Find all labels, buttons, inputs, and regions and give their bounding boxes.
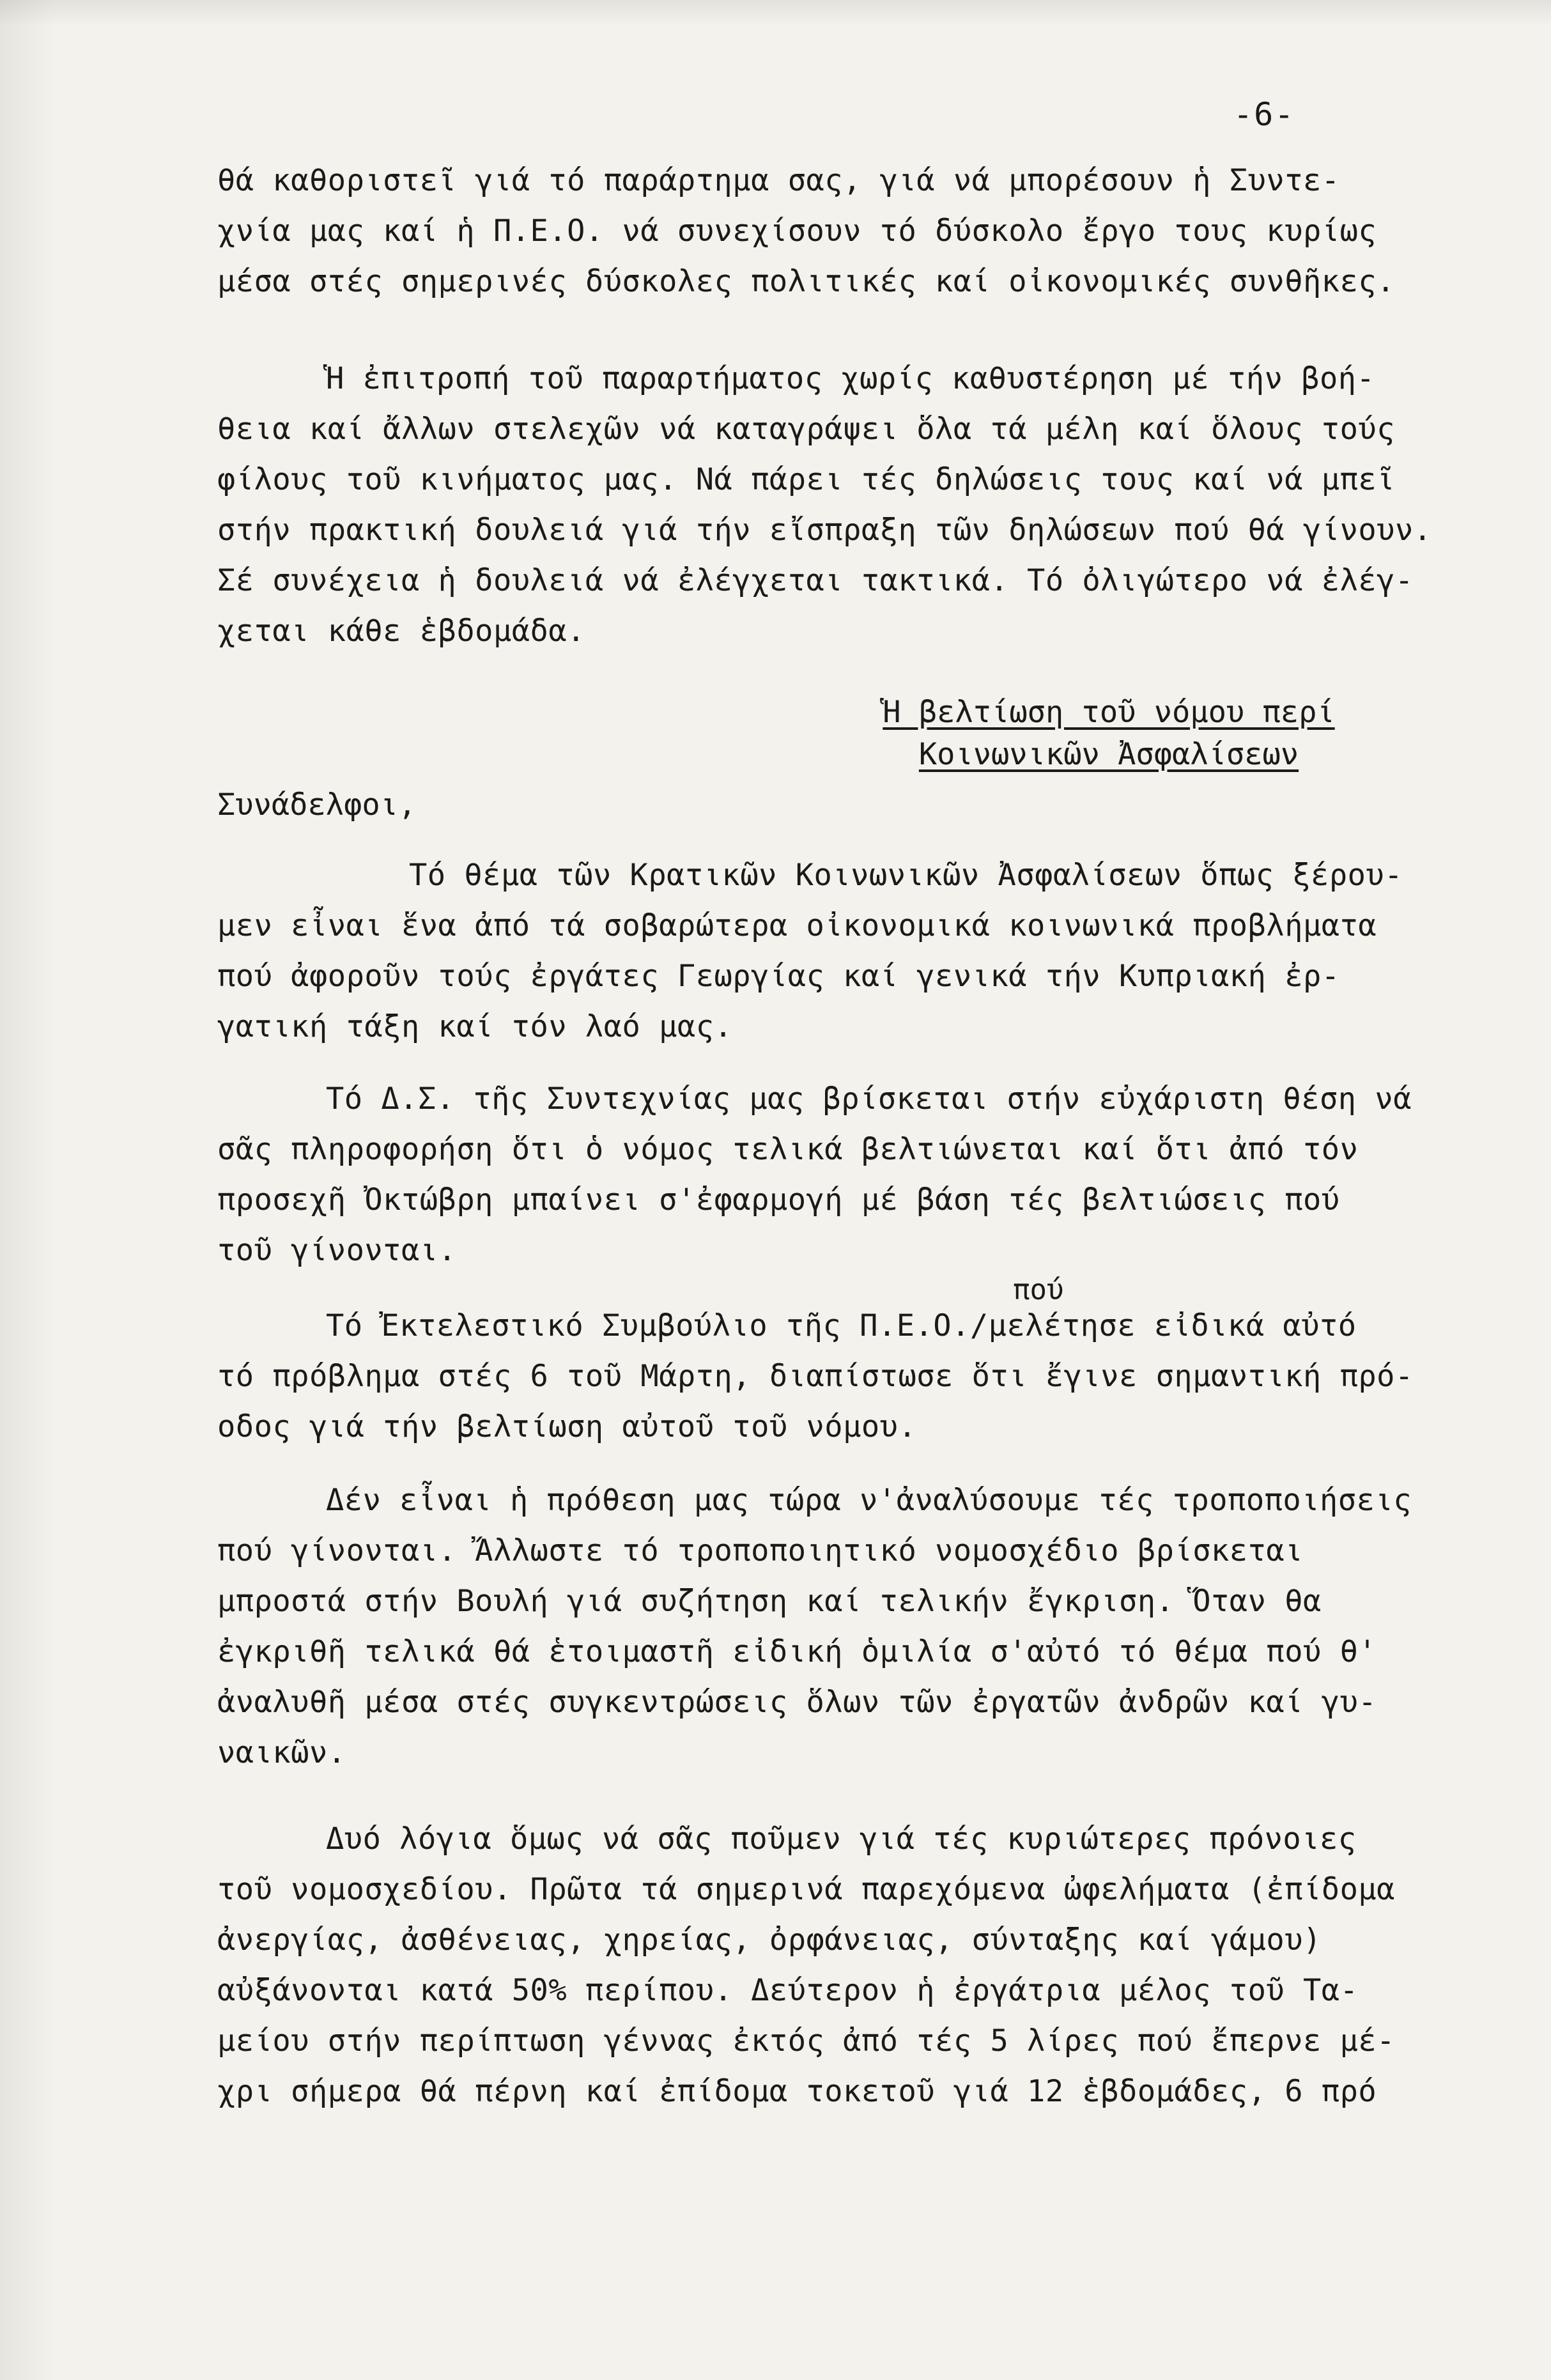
text-line: Σέ συνέχεια ἡ δουλειά νά ἐλέγχεται τακτικά. Τό ὀλιγώτερο νά ἐλέγ-: [217, 563, 1414, 598]
scan-shadow-top: [0, 0, 1551, 26]
text-line: μέσα στές σημερινές δύσκολες πολιτικές καί οἰκονομικές συνθῆκες.: [217, 264, 1395, 299]
text-line: θεια καί ἄλλων στελεχῶν νά καταγράψει ὅλα τά μέλη καί ὅλους τούς: [217, 412, 1395, 447]
section-heading-line-1: Ἡ βελτίωση τοῦ νόμου περί: [883, 695, 1335, 730]
salutation: Συνάδελφοι,: [217, 787, 417, 823]
text-line: φίλους τοῦ κινήματος μας. Νά πάρει τές δηλώσεις τους καί νά μπεῖ: [217, 462, 1395, 497]
text-line: αὐξάνονται κατά 50% περίπου. Δεύτερον ἡ ἐργάτρια μέλος τοῦ Τα-: [217, 1973, 1359, 2008]
text-line: ναικῶν.: [217, 1735, 346, 1770]
text-line: τό πρόβλημα στές 6 τοῦ Μάρτη, διαπίστωσε ὅτι ἔγινε σημαντική πρό-: [217, 1359, 1414, 1394]
text-line: μπροστά στήν Βουλή γιά συζήτηση καί τελικήν ἔγκριση. Ὅταν θα: [217, 1584, 1322, 1619]
text-line: πού ἀφοροῦν τούς ἐργάτες Γεωργίας καί γενικά τήν Κυπριακή ἐρ-: [217, 959, 1340, 994]
text-line: σᾶς πληροφορήση ὅτι ὁ νόμος τελικά βελτιώνεται καί ὅτι ἀπό τόν: [217, 1132, 1359, 1167]
text-line: μείου στήν περίπτωση γέννας ἐκτός ἀπό τές 5 λίρες πού ἔπερνε μέ-: [217, 2023, 1395, 2059]
text-line: χνία μας καί ἡ Π.Ε.Ο. νά συνεχίσουν τό δύσκολο ἔργο τους κυρίως: [217, 213, 1377, 249]
text-line: στήν πρακτική δουλειά γιά τήν εἴσπραξη τῶν δηλώσεων πού θά γίνουν.: [217, 513, 1432, 548]
text-line: Τό θέμα τῶν Κρατικῶν Κοινωνικῶν Ἀσφαλίσεων ὅπως ξέρου-: [409, 858, 1403, 893]
paragraph-executive-council: [217, 1301, 1483, 1452]
page-number: -6-: [1233, 96, 1295, 133]
text-line: τοῦ γίνονται.: [217, 1233, 457, 1268]
section-heading-line-2: Κοινωνικῶν Ἀσφαλίσεων: [918, 737, 1299, 772]
text-line: γατική τάξη καί τόν λαό μας.: [217, 1009, 733, 1044]
text-line: Τό Ἐκτελεστικό Συμβούλιο τῆς Π.Ε.Ο./μελέτησε εἰδικά αὐτό: [326, 1308, 1357, 1343]
section-heading: [860, 692, 1358, 776]
text-line: Τό Δ.Σ. τῆς Συντεχνίας μας βρίσκεται στήν εὐχάριστη θέση νά: [326, 1081, 1412, 1117]
text-line: Δυό λόγια ὅμως νά σᾶς ποῦμεν γιά τές κυριώτερες πρόνοιες: [326, 1821, 1357, 1857]
paragraph-board-announcement: [217, 1074, 1483, 1276]
text-line: πού γίνονται. Ἄλλωστε τό τροποποιητικό νομοσχέδιο βρίσκεται: [217, 1533, 1303, 1568]
text-line: θά καθοριστεῖ γιά τό παράρτημα σας, γιά νά μπορέσουν ἡ Συντε-: [217, 163, 1340, 198]
paragraph-insurance-topic: [217, 850, 1483, 1052]
text-line: χεται κάθε ἑβδομάδα.: [217, 614, 585, 649]
text-line: προσεχῆ Ὀκτώβρη μπαίνει σ'ἐφαρμογή μέ βάση τές βελτιώσεις πού: [217, 1182, 1340, 1217]
text-line: οδος γιά τήν βελτίωση αὐτοῦ τοῦ νόμου.: [217, 1409, 917, 1444]
paragraph-continuation: [217, 155, 1483, 307]
paragraph-committee: [217, 353, 1483, 656]
text-line: τοῦ νομοσχεδίου. Πρῶτα τά σημερινά παρεχόμενα ὠφελήματα (ἐπίδομα: [217, 1872, 1395, 1907]
text-line: μεν εἶναι ἕνα ἀπό τά σοβαρώτερα οἰκονομικά κοινωνικά προβλήματα: [217, 908, 1377, 943]
scan-shadow-left: [0, 0, 58, 2380]
text-line: ἀναλυθῆ μέσα στές συγκεντρώσεις ὅλων τῶν ἐργατῶν ἀνδρῶν καί γυ-: [217, 1685, 1377, 1720]
inserted-word: πού: [1013, 1274, 1064, 1306]
paragraph-provisions: [217, 1814, 1483, 2117]
text-line: Δέν εἶναι ἡ πρόθεση μας τώρα ν'ἀναλύσουμε τές τροποποιήσεις: [326, 1483, 1412, 1518]
text-line: ἐγκριθῆ τελικά θά ἑτοιμαστῆ εἰδική ὁμιλία σ'αὐτό τό θέμα πού θ': [217, 1634, 1377, 1669]
text-line: ἀνεργίας, ἀσθένειας, χηρείας, ὀρφάνειας, σύνταξης καί γάμου): [217, 1922, 1322, 1958]
text-line: Ἡ ἐπιτροπή τοῦ παραρτήματος χωρίς καθυστέρηση μέ τήν βοή-: [326, 361, 1375, 396]
text-line: χρι σήμερα θά πέρνη καί ἐπίδομα τοκετοῦ γιά 12 ἑβδομάδες, 6 πρό: [217, 2074, 1377, 2109]
paragraph-amendments: [217, 1475, 1483, 1778]
